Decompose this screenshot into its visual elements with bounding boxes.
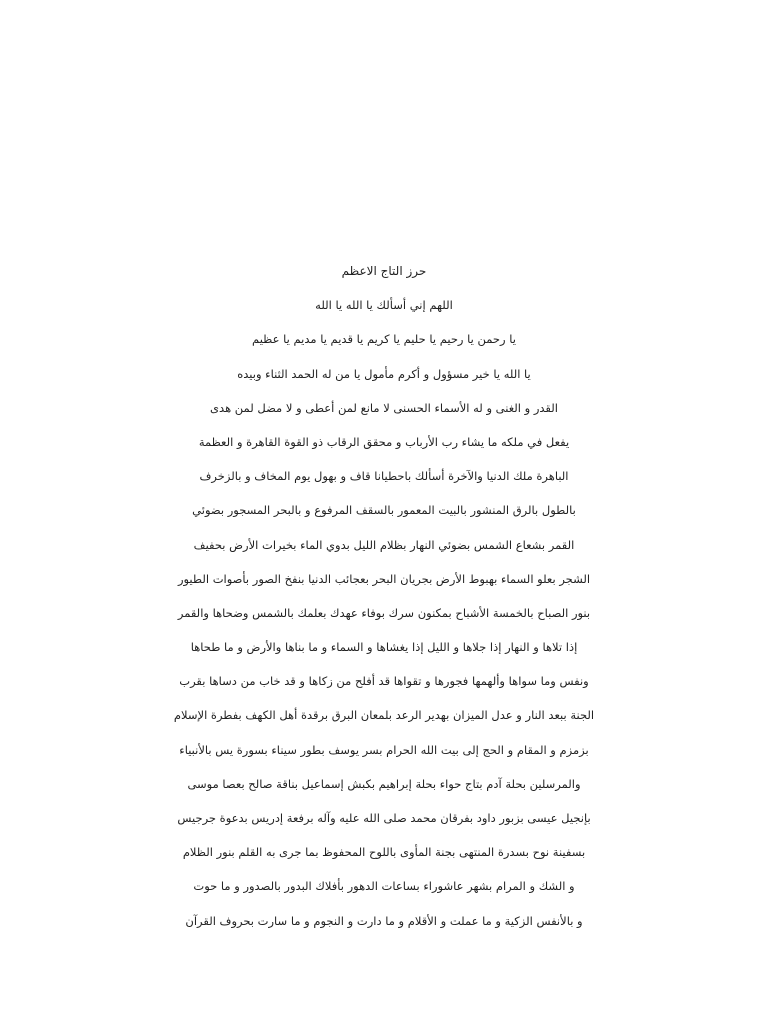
document-title: حرز التاج الاعظم (341, 264, 427, 278)
text-line-1: اللهم إني أسألك يا الله يا الله (315, 298, 453, 313)
text-line-6: الباهرة ملك الدنيا والآخرة أسألك باحطيانا قاف و بهول يوم المخاف و بالزخرف (199, 469, 569, 484)
text-line-18: و الشك و المرام بشهر عاشوراء بساعات الدهور بأفلاك البدور بالصدور و ما حوت (193, 879, 575, 894)
text-line-2: يا رحمن يا رحيم يا حليم يا كريم يا قديم يا مديم يا عظيم (252, 332, 516, 347)
text-line-19: و بالأنفس الزكية و ما عملت و الأقلام و ما دارت و النجوم و ما سارت بحروف القرآن (185, 913, 583, 928)
text-line-16: بإنجيل عيسى بزبور داود بفرقان محمد صلى الله عليه وآله برفعة إدريس بدعوة جرجيس (177, 811, 591, 825)
text-line-14: بزمزم و المقام و الحج إلى بيت الله الحرام بسر يوسف بطور سيناء بسورة يس بالأنبياء (179, 742, 589, 757)
text-line-15: والمرسلين بحلة آدم بتاج حواء بحلة إبراهيم بكبش إسماعيل بناقة صالح بعصا موسى (187, 776, 581, 791)
text-line-3: يا الله يا خير مسؤول و أكرم مأمول يا من له الحمد الثناء وبيده (237, 366, 531, 381)
text-line-11: إذا تلاها و النهار إذا جلاها و الليل إذا يغشاها و السماء و ما بناها والأرض و ما طحاها (190, 640, 578, 655)
text-line-12: ونفس وما سواها وألهمها فجورها و تقواها قد أفلح من زكاها و قد خاب من دساها بقرب (179, 674, 589, 689)
text-line-13: الجنة ببعد النار و عدل الميزان بهدير الرعد بلمعان البرق برقدة أهل الكهف بفطرة الإسلام (173, 708, 595, 723)
text-line-9: الشجر بعلو السماء بهبوط الأرض بجريان البحر بعجائب الدنيا بنفخ الصور بأصوات الطيور (177, 571, 591, 586)
text-line-4: القدر و الغنى و له الأسماء الحسنى لا مانع لمن أعطى و لا مضل لمن هدى (210, 400, 558, 415)
text-line-10: بنور الصباح بالخمسة الأشباح بمكنون سرك بوفاء عهدك بعلمك بالشمس وضحاها والقمر (177, 605, 591, 620)
text-line-8: القمر بشعاع الشمس بضوئي النهار بظلام الليل بدوي الماء بخيرات الأرض بحفيف (193, 537, 575, 552)
prayer-text-block (150, 254, 618, 938)
text-line-5: يفعل في ملكه ما يشاء رب الأرباب و محقق الرقاب ذو القوة القاهرة و العظمة (198, 434, 570, 449)
text-line-17: بسفينة نوح بسدرة المنتهى بجنة المأوى باللوح المحفوظ بما جرى به القلم بنور الظلام (182, 845, 586, 860)
text-line-7: بالطول بالرق المنشور بالبيت المعمور بالسقف المرفوع و بالبحر المسجور بضوئي (192, 503, 576, 518)
